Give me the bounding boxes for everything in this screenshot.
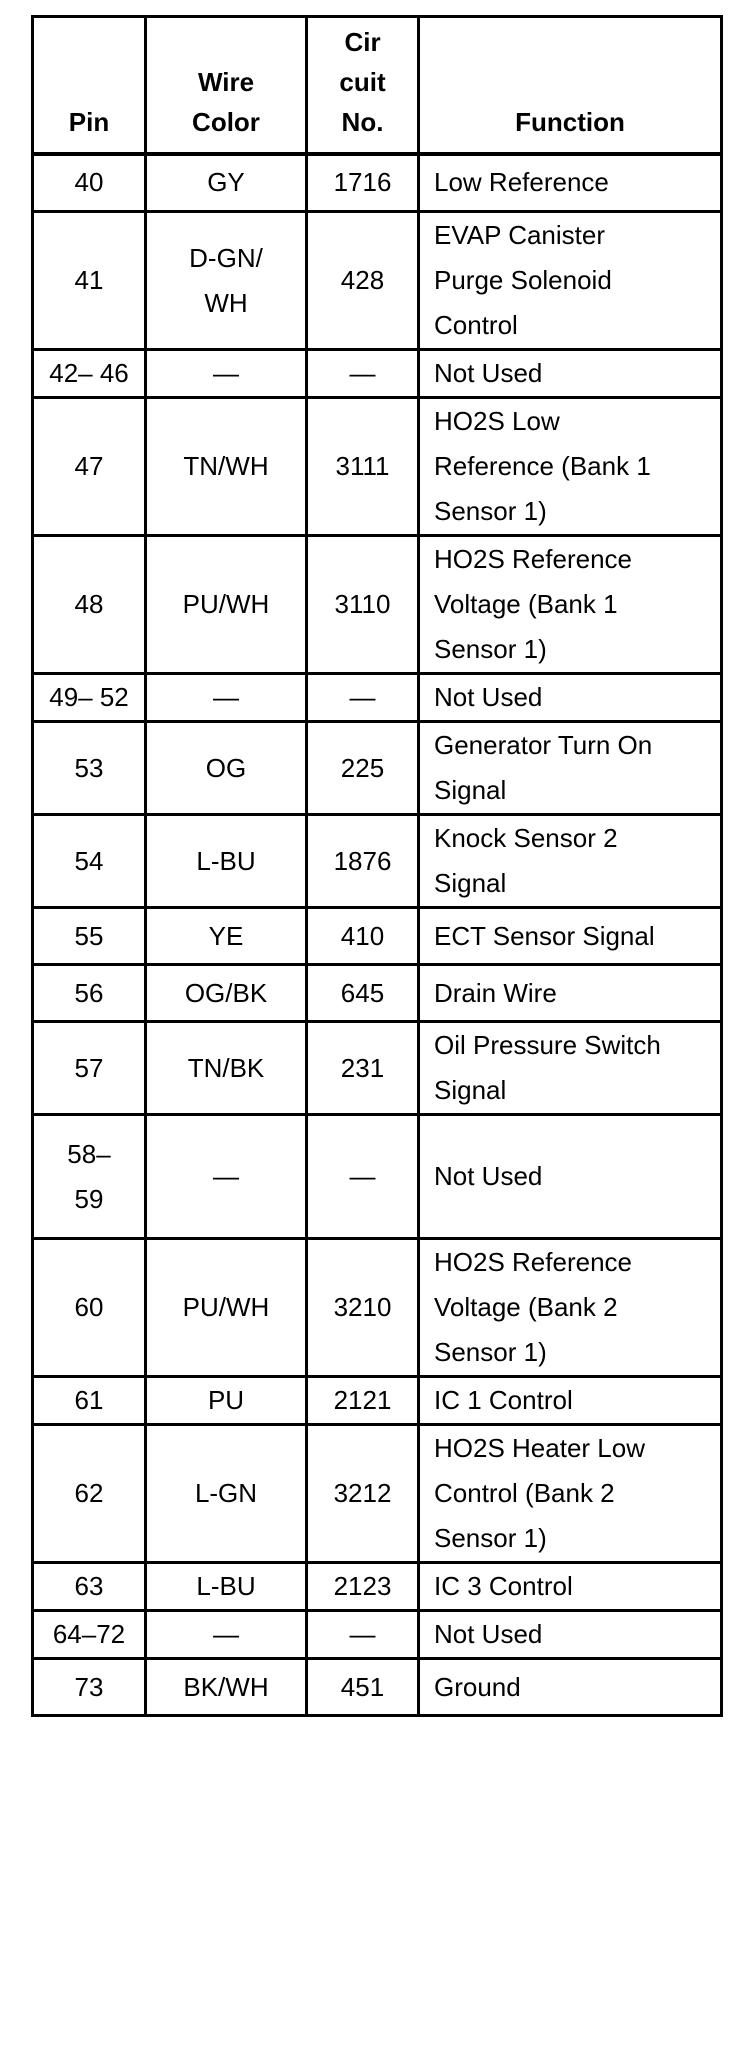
wire-color-cell: TN/WH bbox=[146, 398, 307, 536]
function-cell: ECT Sensor Signal bbox=[419, 908, 722, 965]
table-row bbox=[33, 212, 722, 350]
wire-color-cell: L-BU bbox=[146, 815, 307, 908]
function-cell: Not Used bbox=[419, 1115, 722, 1239]
function-cell: Generator Turn On Signal bbox=[419, 722, 722, 815]
pin-cell: 62 bbox=[33, 1425, 146, 1563]
wire-color-cell: YE bbox=[146, 908, 307, 965]
table-row bbox=[33, 908, 722, 965]
circuit-cell: 645 bbox=[307, 965, 419, 1022]
function-cell: IC 1 Control bbox=[419, 1377, 722, 1425]
table-row bbox=[33, 815, 722, 908]
circuit-cell: 410 bbox=[307, 908, 419, 965]
table-row bbox=[33, 1659, 722, 1716]
table-row bbox=[33, 350, 722, 398]
pin-cell: 47 bbox=[33, 398, 146, 536]
wire-color-cell: PU bbox=[146, 1377, 307, 1425]
pin-cell: 40 bbox=[33, 154, 146, 212]
wire-color-cell: OG bbox=[146, 722, 307, 815]
function-cell: Not Used bbox=[419, 350, 722, 398]
connector-pinout-table bbox=[31, 15, 723, 1717]
wire-color-cell: — bbox=[146, 1611, 307, 1659]
circuit-cell: 451 bbox=[307, 1659, 419, 1716]
wire-color-cell: — bbox=[146, 350, 307, 398]
pin-cell: 56 bbox=[33, 965, 146, 1022]
table-row bbox=[33, 536, 722, 674]
wire-color-cell: — bbox=[146, 674, 307, 722]
table-row bbox=[33, 1611, 722, 1659]
circuit-cell: — bbox=[307, 1611, 419, 1659]
circuit-cell: 3111 bbox=[307, 398, 419, 536]
table-row bbox=[33, 1022, 722, 1115]
function-cell: HO2S Low Reference (Bank 1 Sensor 1) bbox=[419, 398, 722, 536]
pin-cell: 53 bbox=[33, 722, 146, 815]
circuit-cell: 3212 bbox=[307, 1425, 419, 1563]
wire-color-cell: BK/WH bbox=[146, 1659, 307, 1716]
function-cell: HO2S Heater Low Control (Bank 2 Sensor 1) bbox=[419, 1425, 722, 1563]
pin-cell: 55 bbox=[33, 908, 146, 965]
header-function bbox=[419, 17, 722, 154]
table-body bbox=[33, 154, 722, 1716]
header-circuit-line1: Cir bbox=[344, 26, 381, 57]
function-cell: Ground bbox=[419, 1659, 722, 1716]
circuit-cell: 3210 bbox=[307, 1239, 419, 1377]
function-cell: Not Used bbox=[419, 1611, 722, 1659]
table-row bbox=[33, 1115, 722, 1239]
function-cell: Low Reference bbox=[419, 154, 722, 212]
pin-cell: 58– 59 bbox=[33, 1115, 146, 1239]
function-cell: HO2S Reference Voltage (Bank 2 Sensor 1) bbox=[419, 1239, 722, 1377]
circuit-cell: — bbox=[307, 350, 419, 398]
pin-cell: 48 bbox=[33, 536, 146, 674]
pin-cell: 49– 52 bbox=[33, 674, 146, 722]
circuit-cell: 2121 bbox=[307, 1377, 419, 1425]
circuit-cell: 2123 bbox=[307, 1563, 419, 1611]
header-pin-label: Pin bbox=[68, 106, 110, 137]
wire-color-cell: PU/WH bbox=[146, 536, 307, 674]
circuit-cell: 1716 bbox=[307, 154, 419, 212]
header-circuit-line3: No. bbox=[341, 106, 384, 137]
pin-cell: 63 bbox=[33, 1563, 146, 1611]
header-wire-color-line2: Color bbox=[192, 106, 260, 137]
function-cell: Knock Sensor 2 Signal bbox=[419, 815, 722, 908]
circuit-cell: 3110 bbox=[307, 536, 419, 674]
pin-cell: 61 bbox=[33, 1377, 146, 1425]
header-circuit-line2: cuit bbox=[339, 66, 386, 97]
wire-color-cell: — bbox=[146, 1115, 307, 1239]
wire-color-cell: L-BU bbox=[146, 1563, 307, 1611]
wire-color-cell: L-GN bbox=[146, 1425, 307, 1563]
pin-cell: 64–72 bbox=[33, 1611, 146, 1659]
circuit-cell: 428 bbox=[307, 212, 419, 350]
header-circuit-no bbox=[307, 17, 419, 154]
function-cell: IC 3 Control bbox=[419, 1563, 722, 1611]
circuit-cell: — bbox=[307, 1115, 419, 1239]
circuit-cell: 225 bbox=[307, 722, 419, 815]
function-cell: Drain Wire bbox=[419, 965, 722, 1022]
table-row bbox=[33, 1563, 722, 1611]
pin-cell: 73 bbox=[33, 1659, 146, 1716]
function-cell: Not Used bbox=[419, 674, 722, 722]
wire-color-cell: PU/WH bbox=[146, 1239, 307, 1377]
header-row bbox=[33, 17, 722, 154]
pin-cell: 60 bbox=[33, 1239, 146, 1377]
table-row bbox=[33, 1425, 722, 1563]
circuit-cell: 231 bbox=[307, 1022, 419, 1115]
pin-cell: 42– 46 bbox=[33, 350, 146, 398]
wire-color-cell: OG/BK bbox=[146, 965, 307, 1022]
table-row bbox=[33, 154, 722, 212]
table-header bbox=[33, 17, 722, 154]
pin-cell: 54 bbox=[33, 815, 146, 908]
pin-cell: 41 bbox=[33, 212, 146, 350]
table-row bbox=[33, 674, 722, 722]
header-function-label: Function bbox=[515, 106, 625, 137]
circuit-cell: — bbox=[307, 674, 419, 722]
wire-color-cell: TN/BK bbox=[146, 1022, 307, 1115]
table-row bbox=[33, 1239, 722, 1377]
table-row bbox=[33, 1377, 722, 1425]
function-cell: HO2S Reference Voltage (Bank 1 Sensor 1) bbox=[419, 536, 722, 674]
circuit-cell: 1876 bbox=[307, 815, 419, 908]
table-row bbox=[33, 722, 722, 815]
function-cell: EVAP Canister Purge Solenoid Control bbox=[419, 212, 722, 350]
table-row bbox=[33, 965, 722, 1022]
header-wire-color bbox=[146, 17, 307, 154]
header-wire-color-line1: Wire bbox=[197, 66, 255, 97]
wire-color-cell: D-GN/ WH bbox=[146, 212, 307, 350]
header-pin bbox=[33, 17, 146, 154]
table-row bbox=[33, 398, 722, 536]
pin-cell: 57 bbox=[33, 1022, 146, 1115]
function-cell: Oil Pressure Switch Signal bbox=[419, 1022, 722, 1115]
wire-color-cell: GY bbox=[146, 154, 307, 212]
